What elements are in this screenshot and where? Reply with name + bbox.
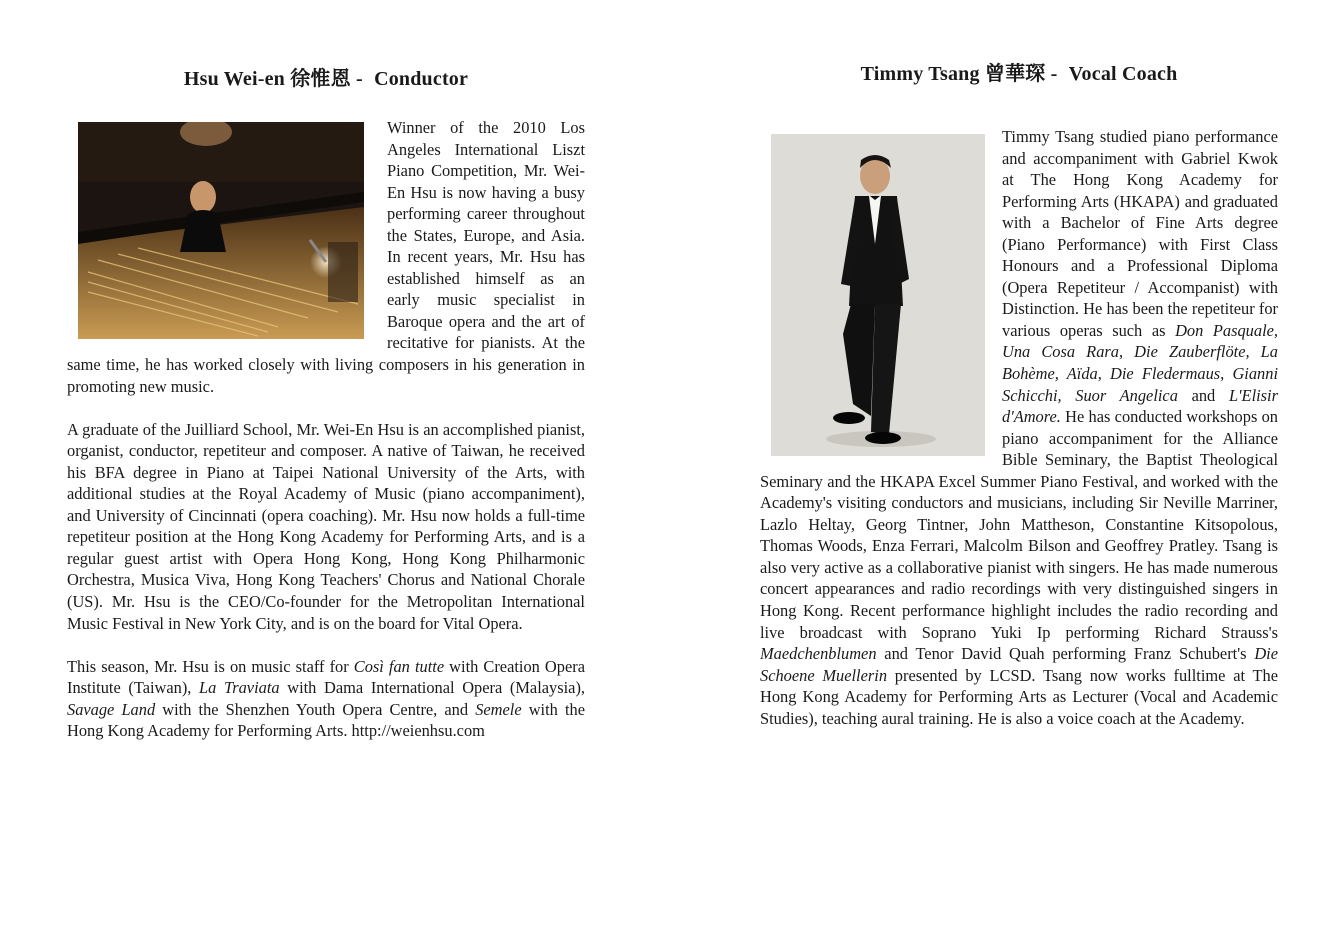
tsang-paragraph-1-run-0: Timmy Tsang studied piano performance and accompaniment with Gabriel Kwok at The Hong Kong Academy for Performing Arts (HKAPA) and graduated with a Bachelor of Fine Arts degree (Piano Performance) with First Class Honours and a Professional Diploma (Opera Repetiteur / Accompanist) with Distinction. He has been the repetiteur for various operas such as [1002, 127, 1278, 340]
hsu-paragraph-3 [67, 656, 585, 742]
hsu-paragraph-3-run-3: La Traviata [199, 678, 280, 698]
hsu-paragraph-1-run-0: Winner of the 2010 Los Angeles International Liszt Piano Competition, Mr. Wei-En Hsu is now having a busy performing career throughout the States, Europe, and Asia. In recent years, Mr. Hsu has established himself as an early music specialist in Baroque opera and the art of recitative for pianists. At the same time, he has worked closely with living composers in his generation in promoting new music. [67, 118, 585, 396]
tsang-paragraph-1-run-2: and [1177, 385, 1229, 405]
hsu-paragraph-3-run-2: with Creation Opera Institute (Taiwan), [67, 656, 585, 698]
hsu-paragraph-3-run-6: with the Shenzhen Youth Opera Centre, and [155, 699, 476, 719]
hsu-bio [67, 117, 585, 763]
tsang-role: Vocal Coach [1068, 63, 1178, 85]
hsu-paragraph-3-run-1: Così fan tutte [353, 656, 445, 676]
tsang-name: Timmy Tsang 曾華琛 - [860, 63, 1063, 85]
hsu-name: Hsu Wei-en 徐惟恩 - [183, 68, 369, 90]
tsang-heading [760, 57, 1278, 86]
hsu-paragraph-3-run-4: with Dama International Opera (Malaysia), [279, 678, 585, 698]
hsu-role: Conductor [374, 68, 469, 90]
tsang-paragraph-1-run-3: L'Elisir d'Amore. [1002, 385, 1278, 427]
tsang-photo [771, 134, 985, 456]
hsu-photo [78, 122, 364, 339]
hsu-paragraph-3-run-5: Savage Land [67, 699, 156, 719]
hsu-paragraph-3-run-7: Semele [475, 699, 522, 719]
hsu-heading [67, 62, 585, 91]
tsang-paragraph-1-run-5: Maedchenblumen [760, 644, 877, 664]
tsang-bio [760, 126, 1278, 751]
hsu-paragraph-3-run-8: with the Hong Kong Academy for Performing Arts. http://weienhsu.com [67, 699, 586, 741]
tsang-paragraph-1-run-4: He has conducted workshops on piano accompaniment for the Alliance Bible Seminary, the Baptist Theological Seminary and the HKAPA Excel Summer Piano Festival, and worked with the Academy's visiting conductors and musicians, including Sir Neville Marriner, Lazlo Heltay, Georg Tintner, John Mattheson, Constantine Kitsopolous, Thomas Woods, Enza Ferrari, Malcolm Bilson and Geoffrey Pratley. Tsang is also very active as a collaborative pianist with singers. He has made numerous concert appearances and radio recordings with very distinguished singers in Hong Kong. Recent performance highlight includes the radio recording and live broadcast with Soprano Yuki Ip performing Richard Strauss's [760, 407, 1278, 642]
hsu-paragraph-2-run-0: A graduate of the Juilliard School, Mr. Wei-En Hsu is an accomplished pianist, organist, conductor, repetiteur and composer. A native of Taiwan, he received his BFA degree in Piano at Taipei National University of the Arts, with additional studies at the Royal Academy of Music (piano accompaniment), and University of Cincinnati (opera coaching). Mr. Hsu now holds a full-time repetiteur position at the Hong Kong Academy for Performing Arts, and is a regular guest artist with Opera Hong Kong, Hong Kong Philharmonic Orchestra, Musica Viva, Hong Kong Teachers' Chorus and National Chorale (US). Mr. Hsu is the CEO/Co-founder for the Metropolitan International Music Festival in New York City, and is on the board for Vital Opera. [67, 419, 585, 633]
tsang-paragraph-1-run-8: presented by LCSD. Tsang now works fulltime at The Hong Kong Academy for Performing Arts as Lecturer (Vocal and Academic Studies), teaching aural training. He is also a voice coach at the Academy. [760, 665, 1278, 728]
hsu-paragraph-3-run-0: This season, Mr. Hsu is on music staff for [67, 656, 354, 676]
hsu-paragraph-2 [67, 419, 585, 634]
tsang-paragraph-1-run-1: Don Pasquale, Una Cosa Rara, Die Zauberflöte, La Bohème, Aïda, Die Fledermaus, Gianni Schicchi, Suor Angelica [1002, 320, 1278, 405]
tsang-paragraph-1-run-7: Die Schoene Muellerin [760, 644, 1278, 685]
tsang-paragraph-1-run-6: and Tenor David Quah performing Franz Schubert's [876, 644, 1255, 664]
